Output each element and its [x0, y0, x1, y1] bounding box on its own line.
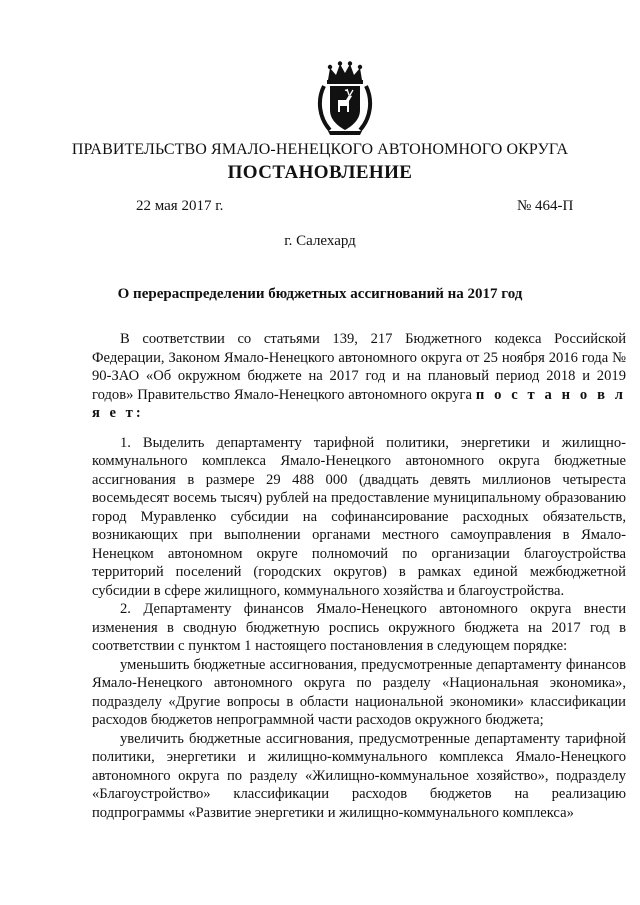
- coat-of-arms-icon: [316, 60, 374, 136]
- document-type: ПОСТАНОВЛЕНИЕ: [227, 162, 413, 183]
- decrease-allocations-paragraph: уменьшить бюджетные ассигнования, предусмотренные департаменту финансов Ямало-Ненецкого автономного округа по разделу «Национальная экономика», подразделу «Другие вопросы в области национальной экономики» классификации расходов бюджетов непрограммной части расходов окружного бюджета;: [92, 656, 626, 728]
- decree-word: п о с т а н о в л я е т:: [92, 386, 626, 421]
- document-date: 22 мая 2017 г.: [136, 198, 224, 214]
- document-title: О перераспределении бюджетных ассигнований на 2017 год: [117, 286, 523, 302]
- item-2-paragraph: 2. Департаменту финансов Ямало-Ненецкого автономного округа внести изменения в сводную бюджетную роспись окружного бюджета на 2017 год в соответствии с пунктом 1 настоящего постановления в следующем порядке:: [92, 601, 626, 654]
- document-body: [92, 330, 626, 822]
- document-city: г. Салехард: [284, 233, 356, 249]
- preamble-text: В соответствии со статьями 139, 217 Бюджетного кодекса Российской Федерации, Законом Ямало-Ненецкого автономного округа от 25 ноября 2016 года № 90-ЗАО «Об окружном бюджете на 2017 год и на плановый период 2018 и 2019 годов» Правительство Ямало-Ненецкого автономного округа: [92, 331, 626, 403]
- increase-allocations-paragraph: увеличить бюджетные ассигнования, предусмотренные департаменту тарифной политики, энергетики и жилищно-коммунального комплекса Ямало-Ненецкого автономного округа по разделу «Жилищно-коммунальное хозяйство», подразделу «Благоустройство» классификации расходов бюджетов на реализацию подпрограммы «Развитие энергетики и жилищно-коммунального комплекса»: [92, 730, 626, 821]
- organization-name: ПРАВИТЕЛЬСТВО ЯМАЛО-НЕНЕЦКОГО АВТОНОМНОГО ОКРУГА: [71, 141, 569, 158]
- document-number: № 464-П: [517, 198, 574, 214]
- item-1-paragraph: 1. Выделить департаменту тарифной политики, энергетики и жилищно-коммунального комплекса Ямало-Ненецкого автономного округа бюджетные ассигнования в размере 29 488 000 (двадцать девять миллионов четыреста восемьдесят восемь тысяч) рублей на предоставление муниципальному образованию город Муравленко субсидии на софинансирование расходных обязательств, возникающих при выполнении органами местного самоуправления в Ямало-Ненецком автономном округе полномочий по организации благоустройства территорий поселений (городских округов) в рамках единой межбюджетной субсидии в сфере жилищного, коммунального хозяйства и благоустройства.: [92, 434, 626, 599]
- preamble-paragraph: [92, 330, 626, 423]
